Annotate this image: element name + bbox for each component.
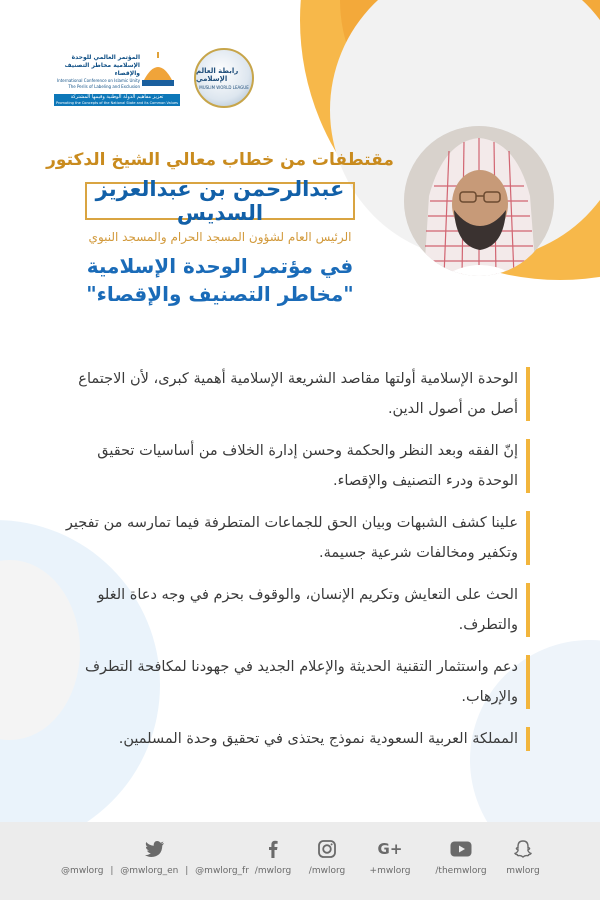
- facebook-link[interactable]: [248, 822, 298, 900]
- googleplus-handle: +mwlorg: [369, 866, 411, 876]
- snapchat-link[interactable]: [498, 822, 548, 900]
- twitter-handle[interactable]: @mwlorg_en: [120, 866, 179, 876]
- league-logo-english: MUSLIM WORLD LEAGUE: [199, 84, 249, 90]
- title-block: [40, 150, 400, 306]
- conference-name-line1: في مؤتمر الوحدة الإسلامية: [86, 254, 354, 278]
- youtube-link[interactable]: [426, 822, 496, 900]
- speaker-portrait-image: [404, 126, 554, 276]
- quotes-list: [60, 364, 530, 766]
- google-plus-icon: G+: [377, 840, 403, 858]
- snapchat-icon: [511, 838, 535, 860]
- twitter-handle[interactable]: @mwlorg_fr: [195, 866, 249, 876]
- conference-logo-bar: [54, 94, 180, 106]
- twitter-icon[interactable]: [143, 838, 167, 860]
- league-logo-arabic: رابطة العالم الإسلامي: [196, 66, 239, 83]
- twitter-handles: [61, 866, 249, 876]
- youtube-handle: /themwlorg: [435, 866, 487, 876]
- facebook-handle: /mwlorg: [254, 866, 292, 876]
- googleplus-link[interactable]: [360, 822, 420, 900]
- speaker-portrait: [404, 126, 554, 276]
- conference-name-line2: "مخاطر التصنيف والإقصاء": [86, 282, 354, 306]
- quote-item: المملكة العربية السعودية نموذج يحتذى في تحقيق وحدة المسلمين.: [60, 724, 530, 754]
- logos: [54, 44, 274, 114]
- social-footer: [0, 822, 600, 900]
- facebook-icon: [261, 838, 285, 860]
- instagram-handle: /mwlorg: [308, 866, 346, 876]
- conference-logo: [54, 50, 182, 108]
- quote-item: علينا كشف الشبهات وبيان الحق للجماعات المتطرفة فيما تمارسه من تفجير وتكفير ومخالفات شرعية جسيمة.: [60, 508, 530, 568]
- snapchat-handle: mwlorg: [506, 866, 540, 876]
- twitter-handle[interactable]: @mwlorg: [61, 866, 104, 876]
- quote-item: دعم واستثمار التقنية الحديثة والإعلام الجديد في جهودنا لمكافحة التطرف والإرهاب.: [60, 652, 530, 712]
- excerpts-title: مقتطفات من خطاب معالي الشيخ الدكتور: [46, 150, 394, 170]
- conference-logo-english-subtitle: The Perils of Labeling and Exclusion: [68, 84, 140, 89]
- muslim-world-league-logo: [194, 48, 254, 108]
- mosque-dome-icon: [140, 50, 176, 88]
- twitter-group: [60, 822, 250, 900]
- quote-item: الحث على التعايش وتكريم الإنسان، والوقوف بحزم في وجه دعاة الغلو والتطرف.: [60, 580, 530, 640]
- youtube-icon: [449, 838, 473, 860]
- conference-bar-english: Promoting the Concepts of the National State and its Common Values: [56, 101, 178, 105]
- instagram-icon: [315, 838, 339, 860]
- speaker-name-box: [85, 177, 355, 225]
- quote-item: إنّ الفقه وبعد النظر والحكمة وحسن إدارة الخلاف من أساسيات تحقيق الوحدة ودرء التصنيف والإقصاء.: [60, 436, 530, 496]
- separator: |: [185, 866, 189, 876]
- instagram-link[interactable]: [302, 822, 352, 900]
- speaker-role: الرئيس العام لشؤون المسجد الحرام والمسجد النبوي: [88, 230, 352, 244]
- separator: |: [110, 866, 114, 876]
- conference-logo-arabic: المؤتمر العالمي للوحدة الإسلامية مخاطر التصنيف والإقصاء: [64, 54, 140, 77]
- quote-item: الوحدة الإسلامية أولتها مقاصد الشريعة الإسلامية أهمية كبرى، لأن الاجتماع أصل من أصول الدين.: [60, 364, 530, 424]
- conference-bar-arabic: تعزيز مفاهيم الدولة الوطنية وقيمها المشتركة: [70, 94, 164, 100]
- conference-logo-english-title: International Conference on Islamic Unity: [57, 78, 140, 83]
- speaker-name: عبدالرحمن بن عبدالعزيز السديس: [95, 177, 345, 225]
